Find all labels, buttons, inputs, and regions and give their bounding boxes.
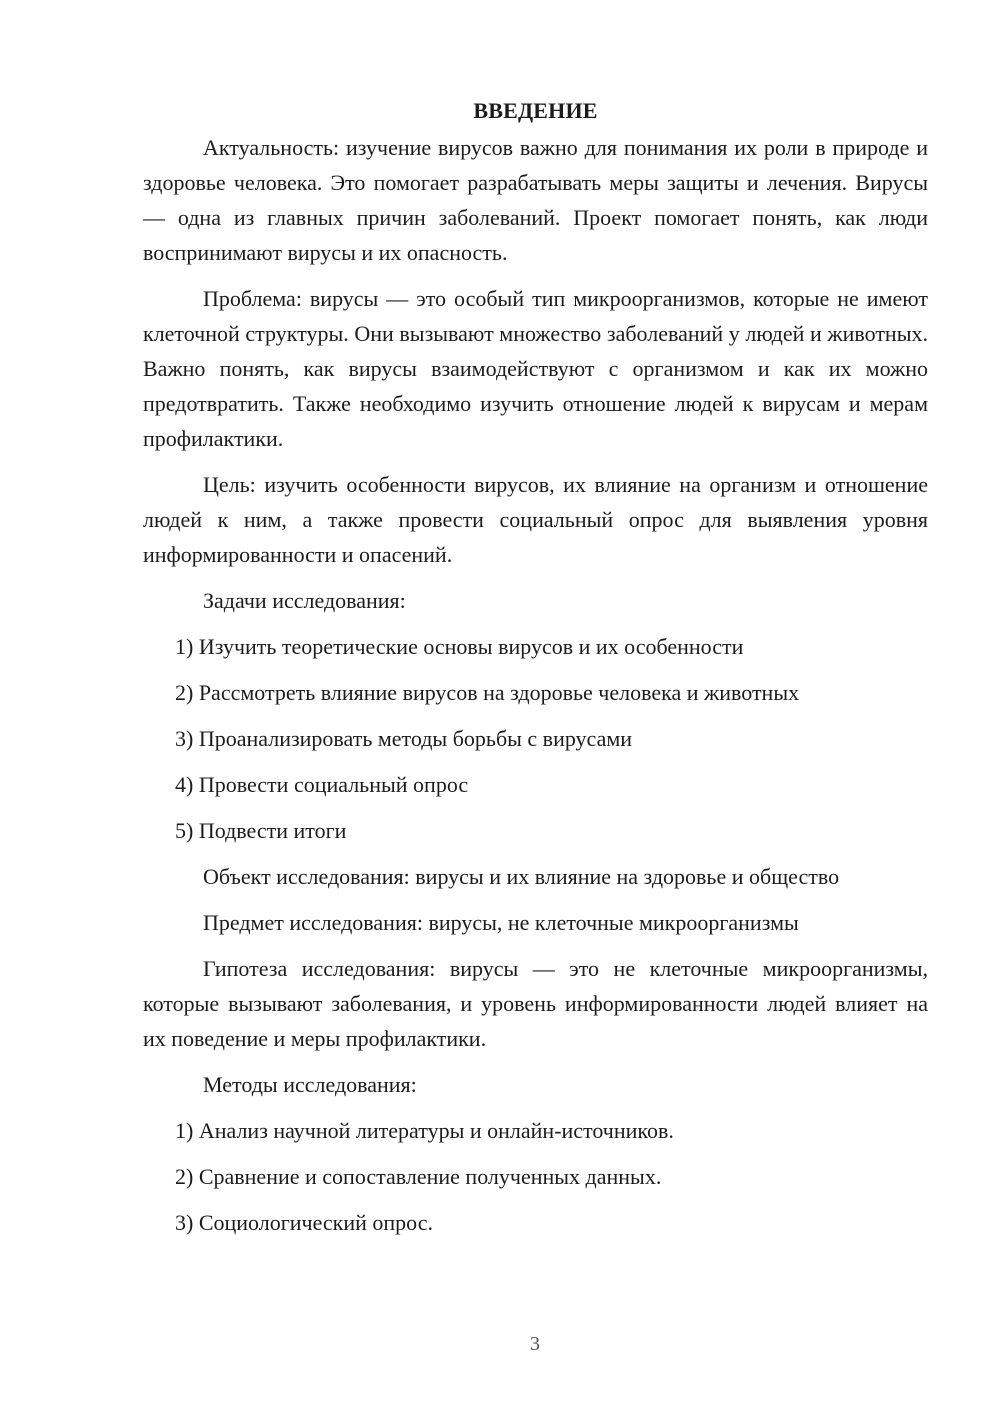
- page-number: 3: [530, 1333, 540, 1355]
- task-item: 2) Рассмотреть влияние вирусов на здоровье человека и животных: [175, 680, 800, 705]
- section-heading: ВВЕДЕНИЕ: [473, 98, 598, 123]
- problem-paragraph: Проблема: вирусы — это особый тип микроорганизмов, которые не имеют клеточной структуры. Они вызывают множество заболеваний у людей и животных. Важно понять, как вирусы взаимодействуют с организмом и как их можно предотвратить. Также необходимо изучить отношение людей к вирусам и мерам профилактики.: [143, 286, 928, 451]
- task-item: 3) Проанализировать методы борьбы с вирусами: [175, 726, 633, 751]
- method-item: 1) Анализ научной литературы и онлайн-источников.: [175, 1118, 674, 1143]
- hypothesis-paragraph: Гипотеза исследования: вирусы — это не клеточные микроорганизмы, которые вызывают заболевания, и уровень информированности людей влияет на их поведение и меры профилактики.: [143, 956, 928, 1051]
- method-item: 3) Социологический опрос.: [175, 1210, 433, 1235]
- goal-paragraph: Цель: изучить особенности вирусов, их влияние на организм и отношение людей к ним, а также провести социальный опрос для выявления уровня информированности и опасений.: [143, 472, 928, 567]
- method-item: 2) Сравнение и сопоставление полученных данных.: [175, 1164, 662, 1189]
- tasks-list: [143, 629, 928, 848]
- subject-paragraph: Предмет исследования: вирусы, не клеточные микроорганизмы: [203, 910, 799, 935]
- object-paragraph: Объект исследования: вирусы и их влияние на здоровье и общество: [203, 864, 840, 889]
- methods-list: [143, 1113, 928, 1240]
- methods-title: Методы исследования:: [203, 1072, 417, 1097]
- relevance-paragraph: Актуальность: изучение вирусов важно для понимания их роли в природе и здоровье человека. Это помогает разрабатывать меры защиты и лечения. Вирусы — одна из главных причин заболеваний. Проект помогает понять, как люди воспринимают вирусы и их опасность.: [143, 135, 928, 265]
- task-item: 1) Изучить теоретические основы вирусов и их особенности: [175, 634, 744, 659]
- tasks-title: Задачи исследования:: [203, 588, 406, 613]
- page-content: [143, 93, 928, 1251]
- task-item: 5) Подвести итоги: [175, 818, 347, 843]
- task-item: 4) Провести социальный опрос: [175, 772, 469, 797]
